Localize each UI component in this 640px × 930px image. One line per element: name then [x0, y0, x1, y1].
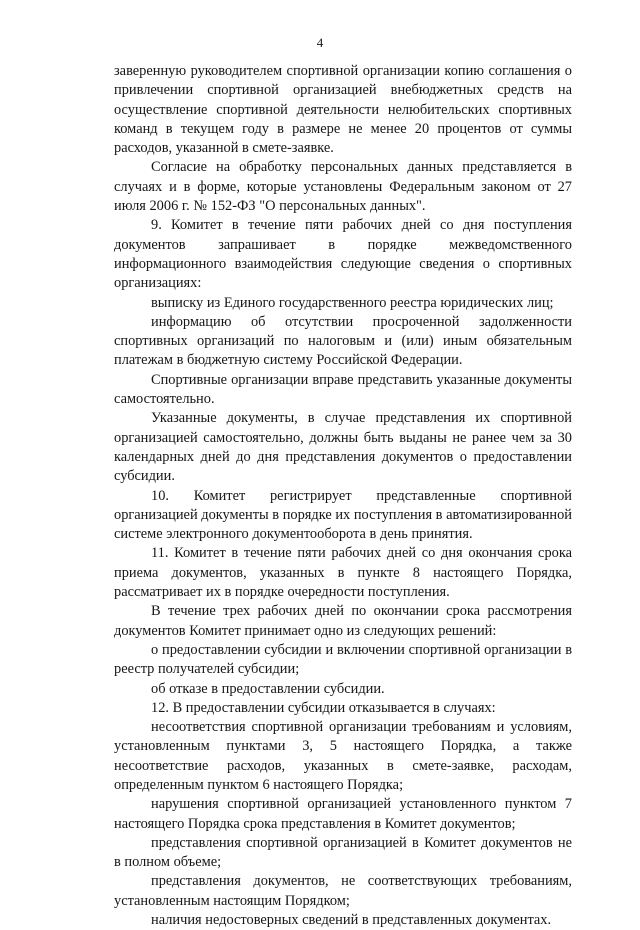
paragraph-decision-refusal: об отказе в предоставлении субсидии. [151, 680, 385, 697]
paragraph-refusal-noncompliant: представления документов, не соответствующих требованиям, установленным настоящим Порядком; [114, 873, 572, 909]
paragraph-refusal-false-info: наличия недостоверных сведений в представленных документах. [151, 912, 552, 929]
document-body [114, 62, 572, 930]
paragraph-clause-9: 9. Комитет в течение пяти рабочих дней со дня поступления документов запрашивает в порядке межведомственного информационного взаимодействия следующие сведения о спортивных организациях: [114, 217, 572, 292]
paragraph-egrul-extract: выписку из Единого государственного реестра юридических лиц; [151, 294, 554, 311]
paragraph-clause-11: 11. Комитет в течение пяти рабочих дней со дня окончания срока приема документов, указанных в пункте 8 настоящего Порядка, рассматривает их в порядке очередности поступления. [114, 545, 572, 601]
paragraph-decision-term: В течение трех рабочих дней по окончании срока рассмотрения документов Комитет принимает одно из следующих решений: [114, 603, 572, 639]
paragraph-consent: Согласие на обработку персональных данных представляется в случаях и в форме, которые установлены Федеральным законом от 27 июля 2006 г. № 152-ФЗ "О персональных данных". [114, 159, 572, 215]
paragraph-refusal-nonconformity: несоответствия спортивной организации требованиям и условиям, установленным пунктами 3, 5 настоящего Порядка, а также несоответствие расходов, указанных в смете-заявке, расходам, определенным пунктом 6 настоящего Порядка; [114, 719, 572, 793]
paragraph-continuation: заверенную руководителем спортивной организации копию соглашения о привлечении спортивной организацией внебюджетных средств на осуществление спортивной деятельности нелюбительских спортивных команд в текущем году в размере не менее 20 процентов от суммы расходов, указанной в смете-заявке. [114, 63, 572, 157]
paragraph-self-submission: Спортивные организации вправе представить указанные документы самостоятельно. [114, 371, 572, 408]
paragraph-decision-grant: о предоставлении субсидии и включении спортивной организации в реестр получателей субсидии; [114, 641, 572, 678]
paragraph-refusal-deadline: нарушения спортивной организацией установленного пунктом 7 настоящего Порядка срока представления в Комитет документов; [114, 796, 572, 832]
page-number: 4 [316, 35, 324, 50]
paragraph-clause-10: 10. Комитет регистрирует представленные спортивной организацией документы в порядке их поступления в автоматизированной системе электронного документооборота в день принятия. [114, 487, 572, 543]
paragraph-refusal-incomplete: представления спортивной организацией в Комитет документов не в полном объеме; [114, 834, 572, 871]
paragraph-debt-info: информацию об отсутствии просроченной задолженности спортивных организаций по налоговым и (или) иным обязательным платежам в бюджетную систему Российской Федерации. [114, 313, 572, 369]
paragraph-clause-12: 12. В предоставлении субсидии отказывается в случаях: [151, 699, 496, 716]
paragraph-document-validity: Указанные документы, в случае представления их спортивной организацией самостоятельно, должны быть выданы не ранее чем за 30 календарных дней до дня представления документов о предоставлении субсидии. [114, 410, 572, 485]
